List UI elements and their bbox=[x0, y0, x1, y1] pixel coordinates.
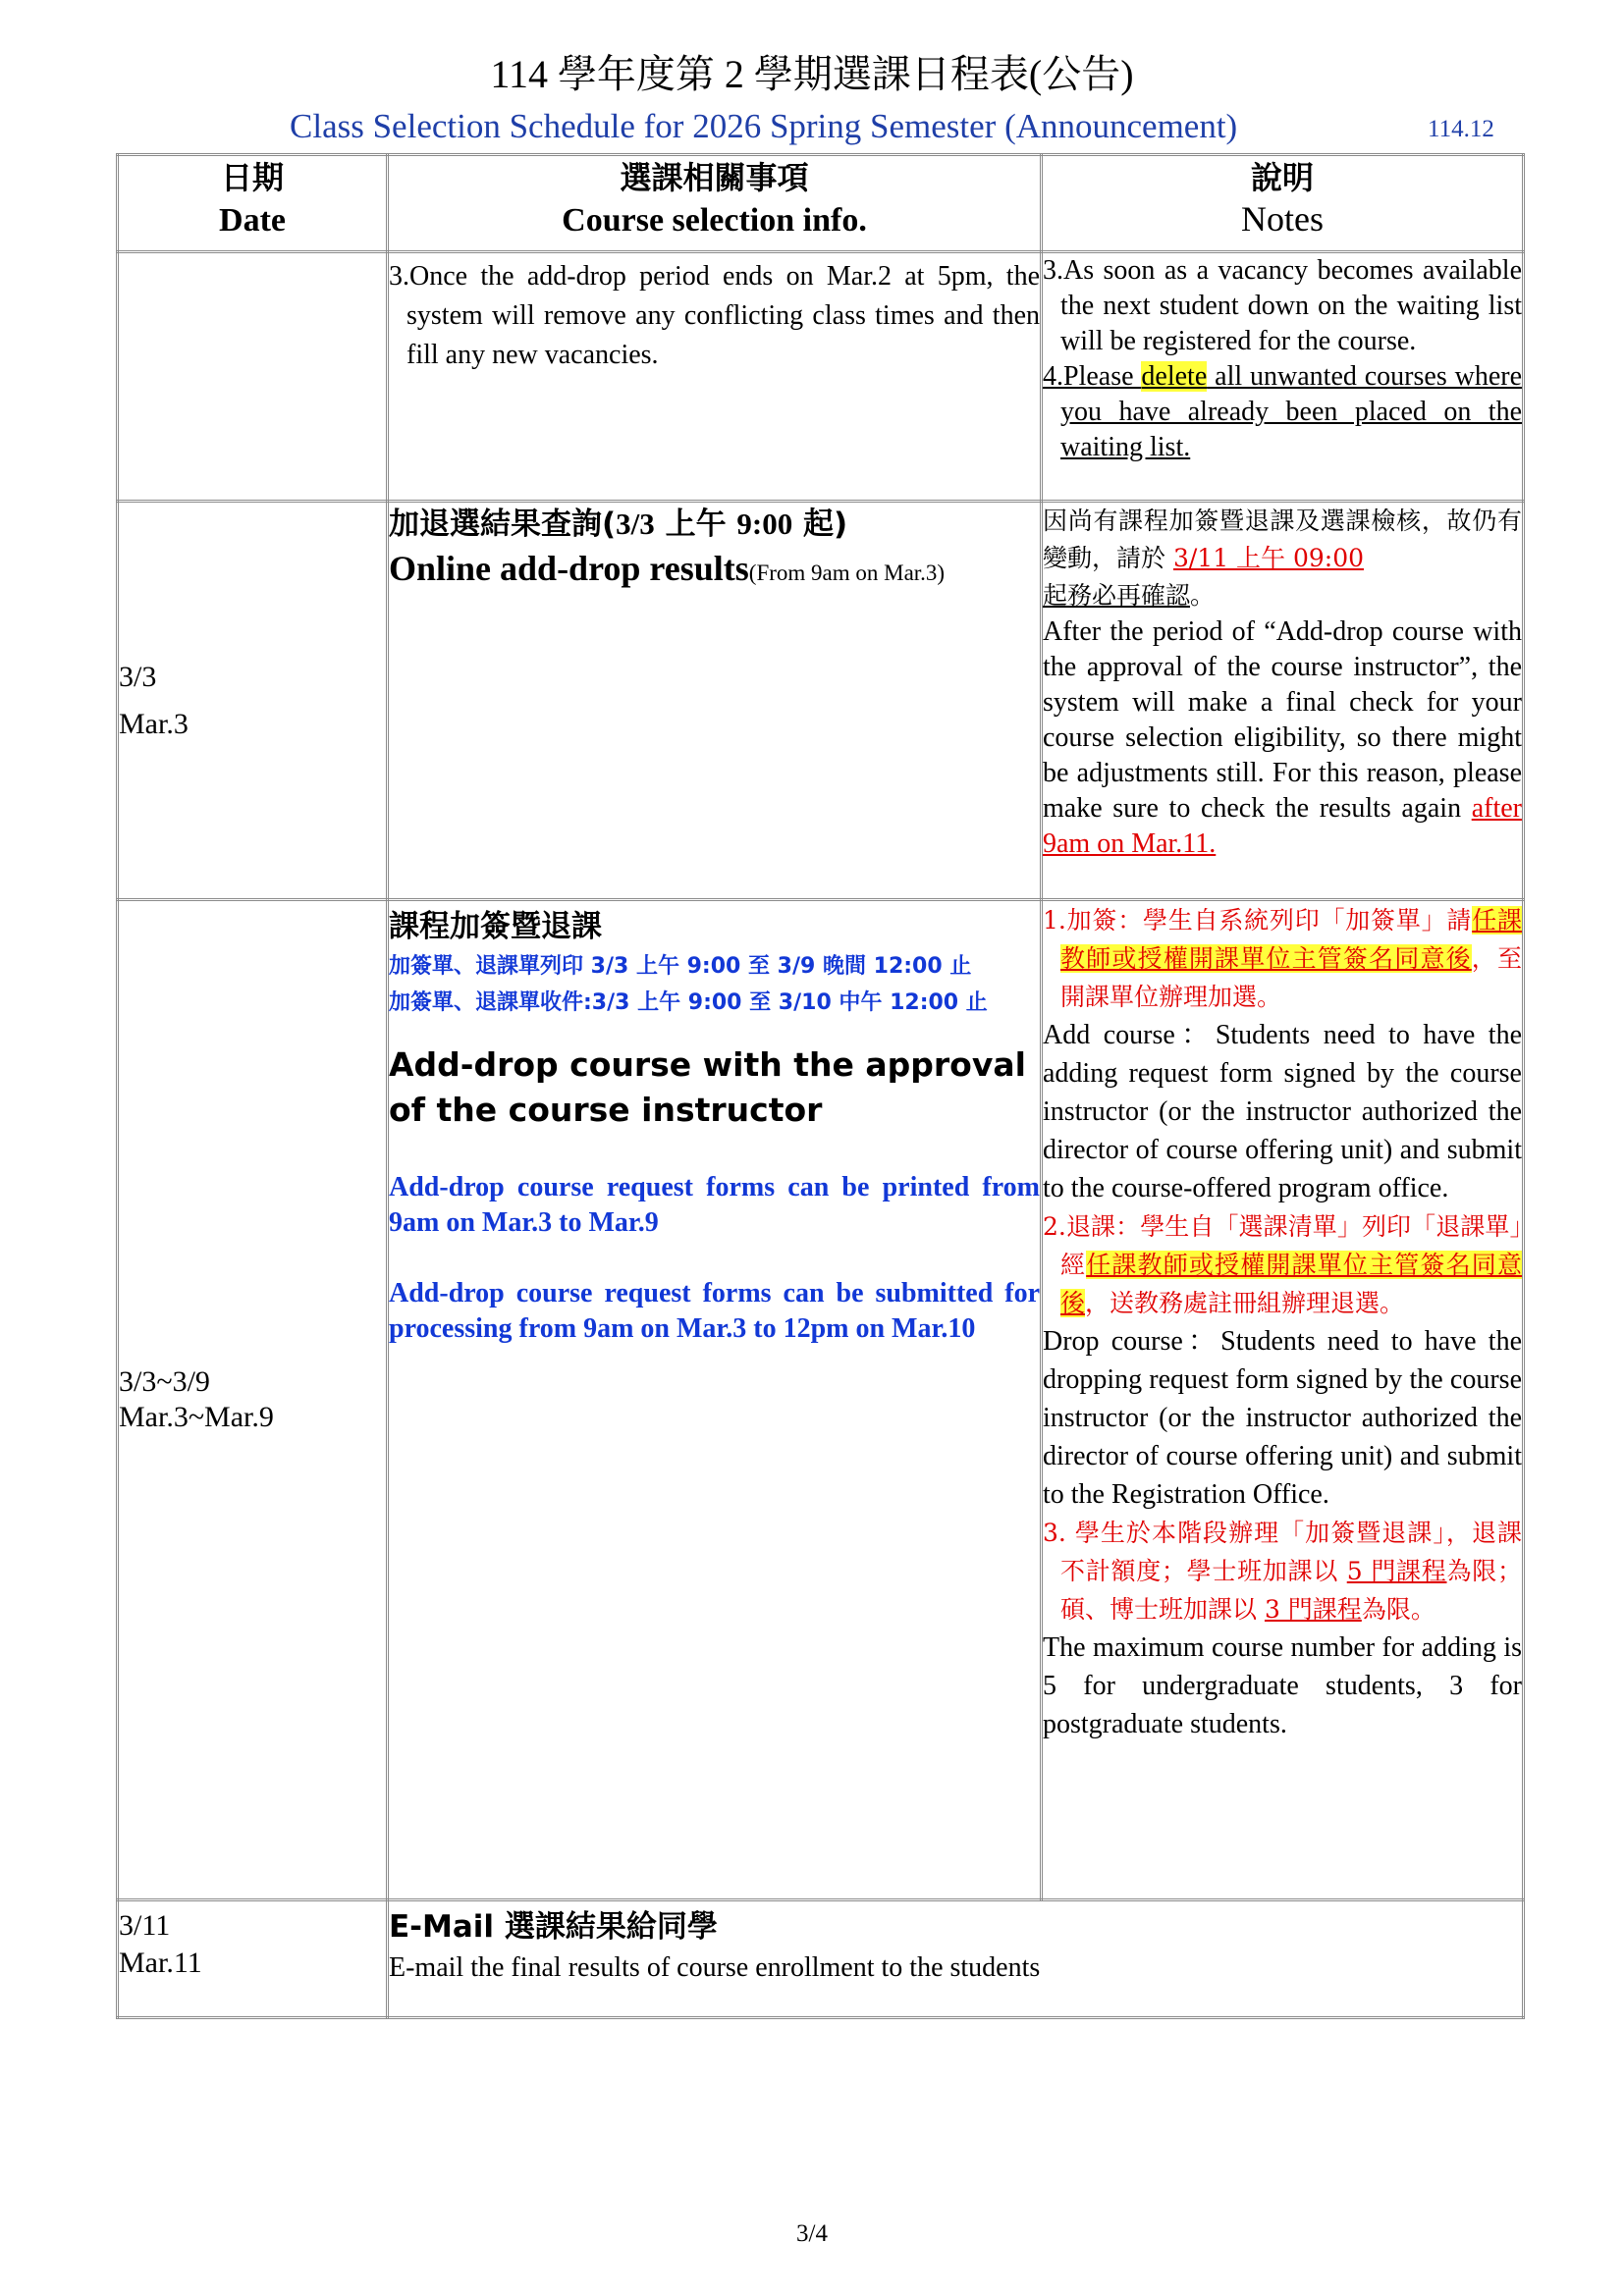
row3-date bbox=[118, 900, 388, 1900]
header-notes-zh: 說明 bbox=[1250, 159, 1314, 196]
header-info-en: Course selection info. bbox=[562, 202, 867, 239]
row2-info bbox=[388, 502, 1042, 900]
row3-date-zh: 3/3~3/9 bbox=[119, 1365, 210, 1398]
table-row bbox=[118, 900, 1524, 1900]
table-row bbox=[118, 502, 1524, 900]
row3-info-blue-4: Add-drop course request forms can be submitted for processing from 9am on Mar.3 to 12pm on Mar.10 bbox=[389, 1278, 1040, 1344]
row3-info-title-zh: 課程加簽暨退課 bbox=[389, 909, 602, 944]
row3-note-2-en: Drop course：Students need to have the dropping request form signed by the course instructor (or the instructor authorized the director of course offering unit) and submit to the Registration Office. bbox=[1043, 1326, 1522, 1510]
row4-date bbox=[118, 1900, 388, 2018]
row3-info-blue-3: Add-drop course request forms can be printed from 9am on Mar.3 to Mar.9 bbox=[389, 1172, 1040, 1238]
row3-note-3-zh: 3. 學生於本階段辦理「加簽暨退課」，退課不計額度；學士班加課以 5 門課程為限；碩、博士班加課以 3 門課程為限。 bbox=[1043, 1519, 1522, 1624]
row1-note-4-highlight: delete bbox=[1141, 361, 1208, 392]
header-date-zh: 日期 bbox=[220, 159, 284, 196]
row3-note-2-zh: 2.退課：學生自「選課清單」列印「退課單」經任課教師或授權開課單位主管簽名同意後，送教務處註冊組辦理退選。 bbox=[1043, 1212, 1522, 1317]
row2-date-en: Mar.3 bbox=[119, 707, 189, 740]
row3-info-blue-2: 加簽單、退課單收件:3/3 上午 9:00 至 3/10 中午 12:00 止 bbox=[389, 990, 988, 1015]
row4-info-en: E-mail the final results of course enrollment to the students bbox=[389, 1952, 1041, 1983]
row3-info-blue-1: 加簽單、退課單列印 3/3 上午 9:00 至 3/9 晚間 12:00 止 bbox=[389, 954, 972, 979]
row1-notes bbox=[1042, 252, 1524, 502]
row1-info-text: 3.Once the add-drop period ends on Mar.2 at 5pm, the system will remove any conflicting class times and then fill any new vacancies. bbox=[389, 261, 1040, 370]
row1-date bbox=[118, 252, 388, 502]
header-notes bbox=[1042, 155, 1524, 252]
row3-notes bbox=[1042, 900, 1524, 1900]
row2-date-zh: 3/3 bbox=[119, 660, 157, 693]
row1-note-4-pre: 4.Please bbox=[1043, 361, 1142, 392]
row4-info bbox=[388, 1900, 1524, 2018]
row3-date-en: Mar.3~Mar.9 bbox=[119, 1401, 274, 1433]
row2-note-zh: 因尚有課程加簽暨退課及選課檢核，故仍有變動，請於 3/11 上午 09:00 起務必再確認。 bbox=[1043, 507, 1522, 610]
document-title-zh: 114 學年度第 2 學期選課日程表(公告) bbox=[490, 52, 1134, 96]
table-row bbox=[118, 252, 1524, 502]
header-date-en: Date bbox=[219, 202, 286, 239]
header-date bbox=[118, 155, 388, 252]
document-code: 114.12 bbox=[1428, 116, 1494, 142]
table-header-row bbox=[118, 155, 1524, 252]
header-notes-en: Notes bbox=[1241, 199, 1324, 239]
page-number: 3/4 bbox=[796, 2220, 828, 2247]
row2-date bbox=[118, 502, 388, 900]
header-info-zh: 選課相關事項 bbox=[620, 159, 809, 196]
row2-note-en: After the period of “Add-drop course with the approval of the course instructor”, the system will make a final check for your course selection eligibility, so there might be adjustments still. For this reason, please make sure to check the results again after 9am on Mar.11. bbox=[1043, 616, 1522, 859]
row4-date-en: Mar.11 bbox=[119, 1947, 202, 1979]
row1-note-3: 3.As soon as a vacancy becomes available the next student down on the waiting list will be registered for the course. bbox=[1043, 255, 1522, 356]
row1-note-4-post: all unwanted courses where you have already been placed on the waiting list. bbox=[1060, 361, 1523, 462]
row4-info-zh: E-Mail 選課結果給同學 bbox=[389, 1909, 718, 1945]
row2-info-en: Online add-drop results(From 9am on Mar.3) bbox=[389, 549, 946, 588]
row4-date-zh: 3/11 bbox=[119, 1909, 171, 1942]
row3-note-1-en: Add course：Students need to have the adding request form signed by the course instructor (or the instructor authorized the director of course offering unit) and submit to the course-offered program office. bbox=[1043, 1020, 1522, 1203]
document-title-en: Class Selection Schedule for 2026 Spring Semester (Announcement) bbox=[290, 107, 1238, 145]
row3-note-1-zh: 1.加簽：學生自系統列印「加簽單」請任課教師或授權開課單位主管簽名同意後，至開課單位辦理加選。 bbox=[1043, 906, 1522, 1011]
row3-info-title-en: Add-drop course with the approval of the course instructor bbox=[389, 1045, 1026, 1129]
table-row bbox=[118, 1900, 1524, 2018]
row2-info-zh: 加退選結果查詢(3/3 上午 9:00 起) bbox=[389, 507, 848, 542]
header-info bbox=[388, 155, 1042, 252]
schedule-table bbox=[116, 153, 1525, 2019]
row1-info bbox=[388, 252, 1042, 502]
row1-note-4 bbox=[1043, 359, 1522, 465]
row2-notes bbox=[1042, 502, 1524, 900]
row3-info bbox=[388, 900, 1042, 1900]
row3-note-3-en: The maximum course number for adding is 5 for undergraduate students, 3 for postgraduate students. bbox=[1043, 1632, 1522, 1739]
